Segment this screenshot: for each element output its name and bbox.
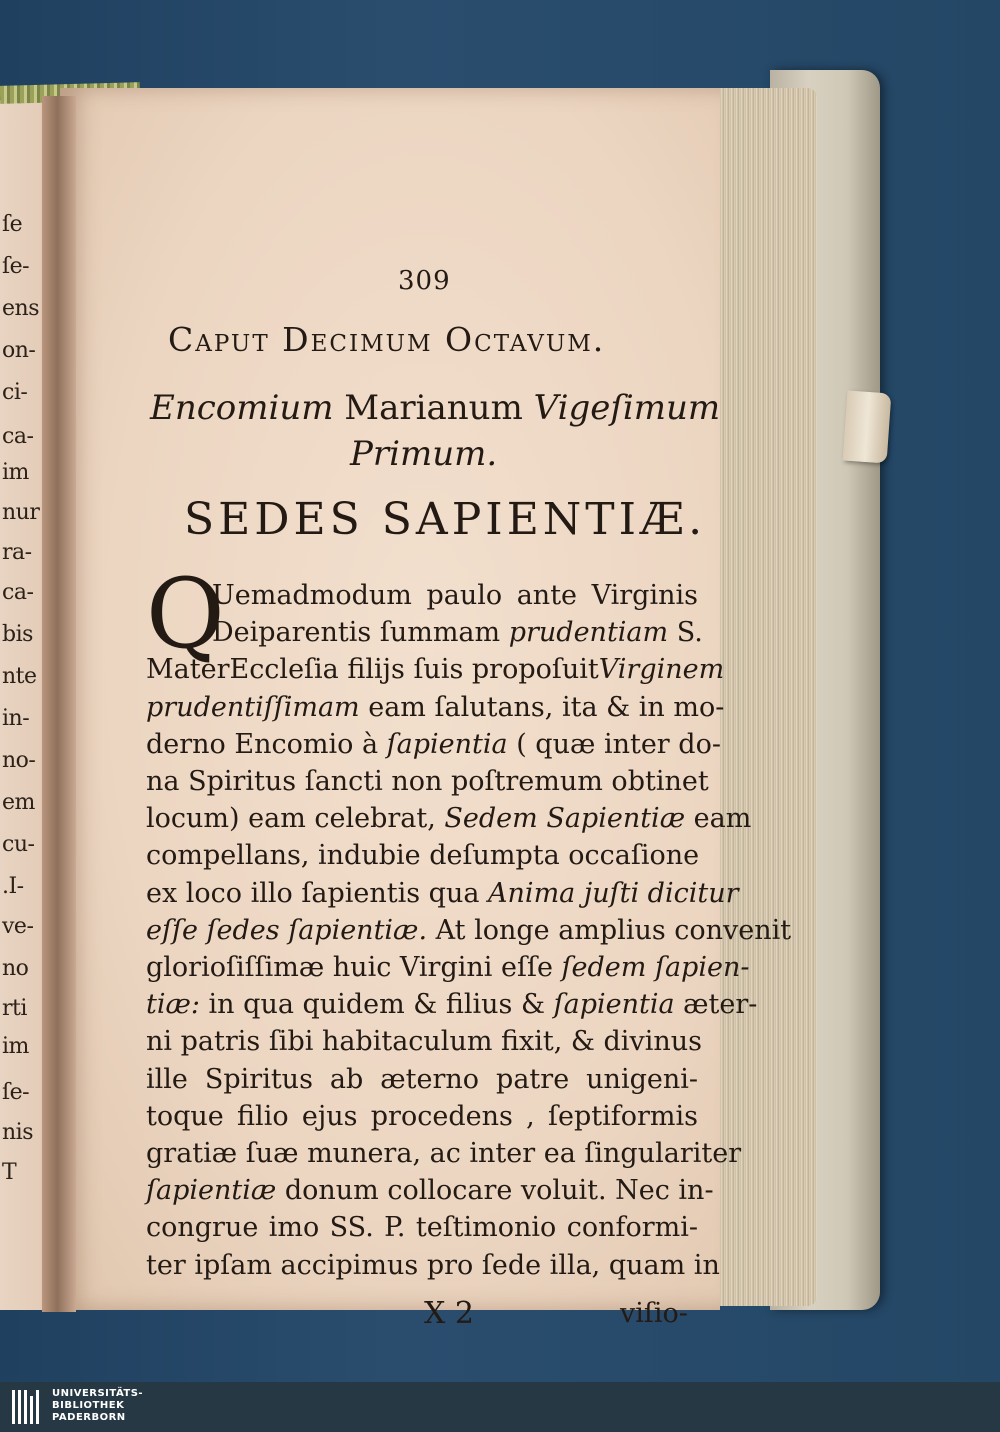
text-segment: ſapientia: [553, 989, 675, 1021]
text-segment: na Spiritus ſancti non poſtremum obtinet: [146, 766, 709, 797]
text-segment: Uemadmodum paulo ante Virginis: [212, 580, 698, 611]
page-number: 309: [398, 266, 451, 296]
text-segment: gratiæ ſuæ munera, ac inter ea ſingulariter: [146, 1138, 742, 1169]
text-segment: glorioſiſſimæ huic Virgini eſſe: [146, 952, 562, 983]
subtitle-line-2: Primum.: [350, 434, 498, 474]
catchword: viſio-: [620, 1298, 688, 1329]
body-line: [146, 1062, 698, 1098]
text-segment: tiæ:: [146, 989, 200, 1021]
text-segment: compellans, indubie deſumpta occaſione: [146, 840, 700, 872]
text-segment: donum collocare voluit. Nec in-: [276, 1175, 714, 1207]
body-line: [146, 764, 709, 800]
text-segment: ni patris ſibi habitaculum fixit, & divinus: [146, 1026, 702, 1058]
left-page-fragment: ra-: [2, 540, 32, 565]
left-page-fragment: on-: [2, 338, 36, 363]
left-page-fragment: nur: [2, 500, 40, 525]
left-page-fragment: no-: [2, 748, 36, 773]
text-segment: toque filio ejus procedens , ſeptiformis: [146, 1100, 698, 1132]
body-line: [146, 1248, 720, 1284]
subtitle-italic-b: Vigeſimum: [533, 388, 721, 428]
section-heading: SEDES SAPIENTIÆ.: [184, 494, 707, 545]
chapter-title: Caput Decimum Octavum.: [168, 320, 606, 359]
left-page-fragment: ci-: [2, 380, 28, 405]
left-page-fragment: nis: [2, 1120, 33, 1145]
text-segment: ille Spiritus ab æterno patre unigeni-: [146, 1063, 698, 1095]
book-gutter: [42, 96, 76, 1312]
text-segment: æter-: [674, 989, 758, 1021]
text-segment: eam ſalutans, ita & in mo-: [359, 691, 725, 723]
left-page-fragment: ca-: [2, 424, 34, 449]
left-page-fragment: in-: [2, 706, 30, 731]
left-page-fragment: ens: [2, 296, 39, 321]
left-page-fragment: im: [2, 1034, 29, 1059]
logo-line-3: PADERBORN: [52, 1412, 126, 1423]
body-line: [146, 838, 698, 874]
body-line: [146, 1136, 742, 1172]
body-line: [146, 876, 739, 912]
left-page-fragment: .I-: [2, 874, 24, 899]
text-segment: ſedem ſapien-: [561, 952, 750, 983]
body-line: [212, 615, 703, 651]
text-segment: eam: [685, 803, 752, 835]
body-line: [146, 913, 792, 949]
text-segment: ( quæ inter do-: [507, 728, 721, 760]
library-footer: [0, 1382, 1000, 1432]
left-page-fragment: em: [2, 790, 35, 815]
body-line: [146, 1099, 698, 1135]
left-page-fragment: cu-: [2, 832, 35, 857]
left-page-fragment: ca-: [2, 580, 34, 605]
left-page-fragment: im: [2, 460, 29, 485]
book-page: [60, 88, 792, 1331]
logo-line-1: UNIVERSITÄTS-: [52, 1388, 144, 1399]
text-segment: At longe amplius convenit: [427, 914, 792, 946]
text-segment: S.: [668, 617, 703, 649]
left-page-fragment: ſe-: [2, 254, 30, 279]
text-segment: Virginem: [598, 654, 725, 686]
text-segment: ſapientia: [386, 728, 508, 760]
subtitle-line-1: [150, 388, 720, 428]
library-logo-text: [52, 1388, 143, 1424]
body-line: [146, 1173, 714, 1209]
body-line: [212, 578, 698, 614]
body-line: [146, 727, 721, 763]
text-segment: derno Encomio à: [146, 728, 387, 760]
library-bars-icon: [12, 1390, 44, 1424]
text-segment: congrue imo SS. P. teſtimonio conformi-: [146, 1212, 698, 1244]
left-page-fragment: rti: [2, 996, 27, 1021]
text-segment: ex loco illo ſapientis qua: [146, 877, 489, 909]
subtitle-italic-a: Encomium: [150, 388, 334, 428]
text-segment: eſſe ſedes ſapientiæ.: [146, 914, 428, 946]
left-page-fragment: T: [2, 1160, 17, 1185]
signature-mark: X 2: [424, 1296, 474, 1331]
body-line: [146, 987, 758, 1023]
text-segment: ſapientiæ: [146, 1175, 277, 1207]
text-segment: prudentiſſimam: [146, 691, 360, 723]
body-line: [146, 690, 725, 726]
text-segment: Anima juſti dicitur: [488, 877, 739, 909]
body-line: [146, 950, 750, 986]
body-line: [146, 652, 725, 688]
drop-cap: Q: [146, 558, 225, 670]
text-segment: ter ipſam accipimus pro ſede illa, quam in: [146, 1249, 720, 1281]
subtitle-roman: Marianum: [333, 388, 534, 428]
text-segment: locum) eam celebrat,: [146, 803, 445, 835]
body-line: [146, 1210, 698, 1246]
body-line: [146, 1024, 702, 1060]
logo-line-2: BIBLIOTHEK: [52, 1400, 125, 1411]
left-page-fragment: ſe-: [2, 1080, 30, 1105]
text-segment: MaterEccleſia filijs ſuis propoſuit: [146, 654, 599, 686]
left-page-fragment: nte: [2, 664, 37, 689]
text-segment: in qua quidem & filius &: [199, 989, 554, 1021]
text-segment: Deiparentis ſummam: [212, 617, 509, 649]
body-line: [146, 801, 752, 837]
left-page-fragment: ſe: [2, 212, 23, 237]
left-page-fragment: ve-: [2, 914, 34, 939]
text-segment: Sedem Sapientiæ: [444, 803, 686, 835]
left-page-fragment: bis: [2, 622, 33, 647]
text-segment: prudentiam: [508, 617, 669, 649]
bookmark-ribbon: [843, 391, 892, 464]
left-page-fragment: no: [2, 956, 29, 981]
